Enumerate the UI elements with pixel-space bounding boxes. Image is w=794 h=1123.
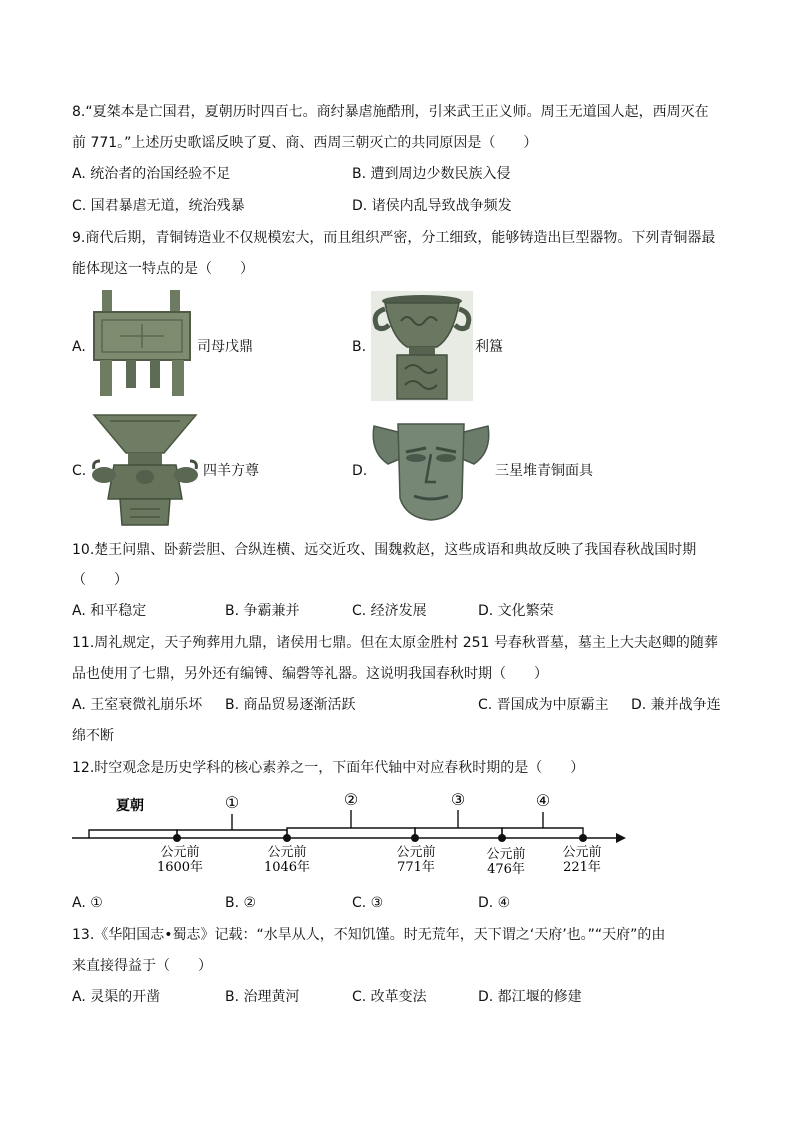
q9-option-d-letter[interactable]: D. bbox=[352, 463, 368, 479]
timeline-dot-771 bbox=[411, 834, 419, 842]
timeline-dot-1046 bbox=[283, 834, 291, 842]
q9-option-b-caption: 利簋 bbox=[475, 339, 503, 355]
q10-stem-line1: 10.楚王问鼎、卧薪尝胆、合纵连横、远交近攻、围魏救赵，这些成语和典故反映了我国春秋战国时期 bbox=[72, 542, 697, 558]
timeline-dot-1600 bbox=[173, 834, 181, 842]
q8-stem-line2: 前 771。”上述历史歌谣反映了夏、商、西周三朝灭亡的共同原因是（ ） bbox=[72, 135, 538, 151]
q9-stem-line1: 9.商代后期，青铜铸造业不仅规模宏大，而且组织严密，分工细致，能够铸造出巨型器物。下列青铜器最 bbox=[72, 230, 716, 246]
timeline-tick-771-top: 公元前 bbox=[396, 845, 436, 860]
q12-option-a[interactable]: A. ① bbox=[72, 895, 103, 911]
timeline-tick-1600-bottom: 1600年 bbox=[156, 860, 204, 875]
timeline-tick-771-bottom: 771年 bbox=[397, 860, 435, 875]
timeline-tick-476-top: 公元前 bbox=[486, 847, 526, 862]
q11-stem-line2: 品也使用了七鼎，另外还有编镈、编磬等礼器。这说明我国春秋时期（ ） bbox=[72, 666, 548, 682]
timeline-tick-476-bottom: 476年 bbox=[487, 862, 525, 877]
timeline-label-1: ① bbox=[224, 793, 240, 812]
timeline-dot-221 bbox=[579, 834, 587, 842]
q8-option-b[interactable]: B. 遭到周边少数民族入侵 bbox=[352, 166, 511, 182]
q11-option-d[interactable]: D. 兼并战争连 bbox=[631, 697, 721, 713]
timeline-label-3: ③ bbox=[450, 790, 466, 809]
timeline-label-xia: 夏朝 bbox=[116, 798, 144, 814]
timeline-tick-1046-top: 公元前 bbox=[267, 845, 307, 860]
timeline-tick-221-bottom: 221年 bbox=[563, 860, 601, 875]
q11-stem-line1: 11.周礼规定，天子殉葬用九鼎，诸侯用七鼎。但在太原金胜村 251 号春秋晋墓，墓主上大夫赵卿的随葬 bbox=[72, 635, 718, 651]
q13-option-d[interactable]: D. 都江堰的修建 bbox=[478, 989, 582, 1005]
q13-option-c[interactable]: C. 改革变法 bbox=[352, 989, 427, 1005]
q13-option-a[interactable]: A. 灵渠的开凿 bbox=[72, 989, 161, 1005]
timeline-label-2: ② bbox=[343, 790, 359, 809]
timeline-dot-476 bbox=[498, 834, 506, 842]
q13-stem-line2: 来直接得益于（ ） bbox=[72, 958, 212, 974]
q10-option-d[interactable]: D. 文化繁荣 bbox=[478, 603, 554, 619]
q13-stem-line1: 13.《华阳国志•蜀志》记载：“水旱从人，不知饥馑。时无荒年，天下谓之‘天府’也。”“天府”的由 bbox=[72, 927, 666, 943]
q10-option-a[interactable]: A. 和平稳定 bbox=[72, 603, 147, 619]
timeline-diagram bbox=[70, 788, 630, 880]
q9-option-a-letter[interactable]: A. bbox=[72, 339, 86, 355]
q9-option-b-letter[interactable]: B. bbox=[352, 339, 367, 355]
q9-option-a-caption: 司母戊鼎 bbox=[197, 339, 253, 355]
q12-stem-line1: 12.时空观念是历史学科的核心素养之一，下面年代轴中对应春秋时期的是（ ） bbox=[72, 760, 585, 776]
q10-option-c[interactable]: C. 经济发展 bbox=[352, 603, 427, 619]
timeline-tick-1600-top: 公元前 bbox=[160, 845, 200, 860]
q8-option-a[interactable]: A. 统治者的治国经验不足 bbox=[72, 166, 231, 182]
q8-option-d[interactable]: D. 诸侯内乱导致战争频发 bbox=[352, 198, 512, 214]
q12-option-d[interactable]: D. ④ bbox=[478, 895, 511, 911]
q13-option-b[interactable]: B. 治理黄河 bbox=[225, 989, 300, 1005]
q11-option-a[interactable]: A. 王室衰微礼崩乐坏 bbox=[72, 697, 203, 713]
q11-option-c[interactable]: C. 晋国成为中原霸主 bbox=[478, 697, 609, 713]
gui-vessel-image bbox=[371, 291, 473, 401]
q11-option-d-continued: 绵不断 bbox=[72, 728, 114, 744]
q10-option-b[interactable]: B. 争霸兼并 bbox=[225, 603, 300, 619]
timeline-label-4: ④ bbox=[535, 791, 551, 810]
q11-option-b[interactable]: B. 商品贸易逐渐活跃 bbox=[225, 697, 356, 713]
q8-stem-line1: 8.“夏桀本是亡国君，夏朝历时四百七。商纣暴虐施酷刑，引来武王正义师。周王无道国人起，西周灭在 bbox=[72, 104, 709, 120]
ding-vessel-image bbox=[90, 290, 196, 402]
zun-vessel-image bbox=[90, 413, 200, 527]
q12-option-b[interactable]: B. ② bbox=[225, 895, 257, 911]
q8-option-c[interactable]: C. 国君暴虐无道，统治残暴 bbox=[72, 198, 245, 214]
q9-option-c-caption: 四羊方尊 bbox=[203, 463, 259, 479]
q10-stem-line2: （ ） bbox=[72, 572, 128, 588]
q12-option-c[interactable]: C. ③ bbox=[352, 895, 384, 911]
q9-option-d-caption: 三星堆青铜面具 bbox=[495, 463, 593, 479]
q9-stem-line2: 能体现这一特点的是（ ） bbox=[72, 261, 254, 277]
bronze-mask-image bbox=[370, 418, 492, 522]
q9-option-c-letter[interactable]: C. bbox=[72, 463, 87, 479]
timeline-tick-221-top: 公元前 bbox=[562, 845, 602, 860]
timeline-tick-1046-bottom: 1046年 bbox=[263, 860, 311, 875]
